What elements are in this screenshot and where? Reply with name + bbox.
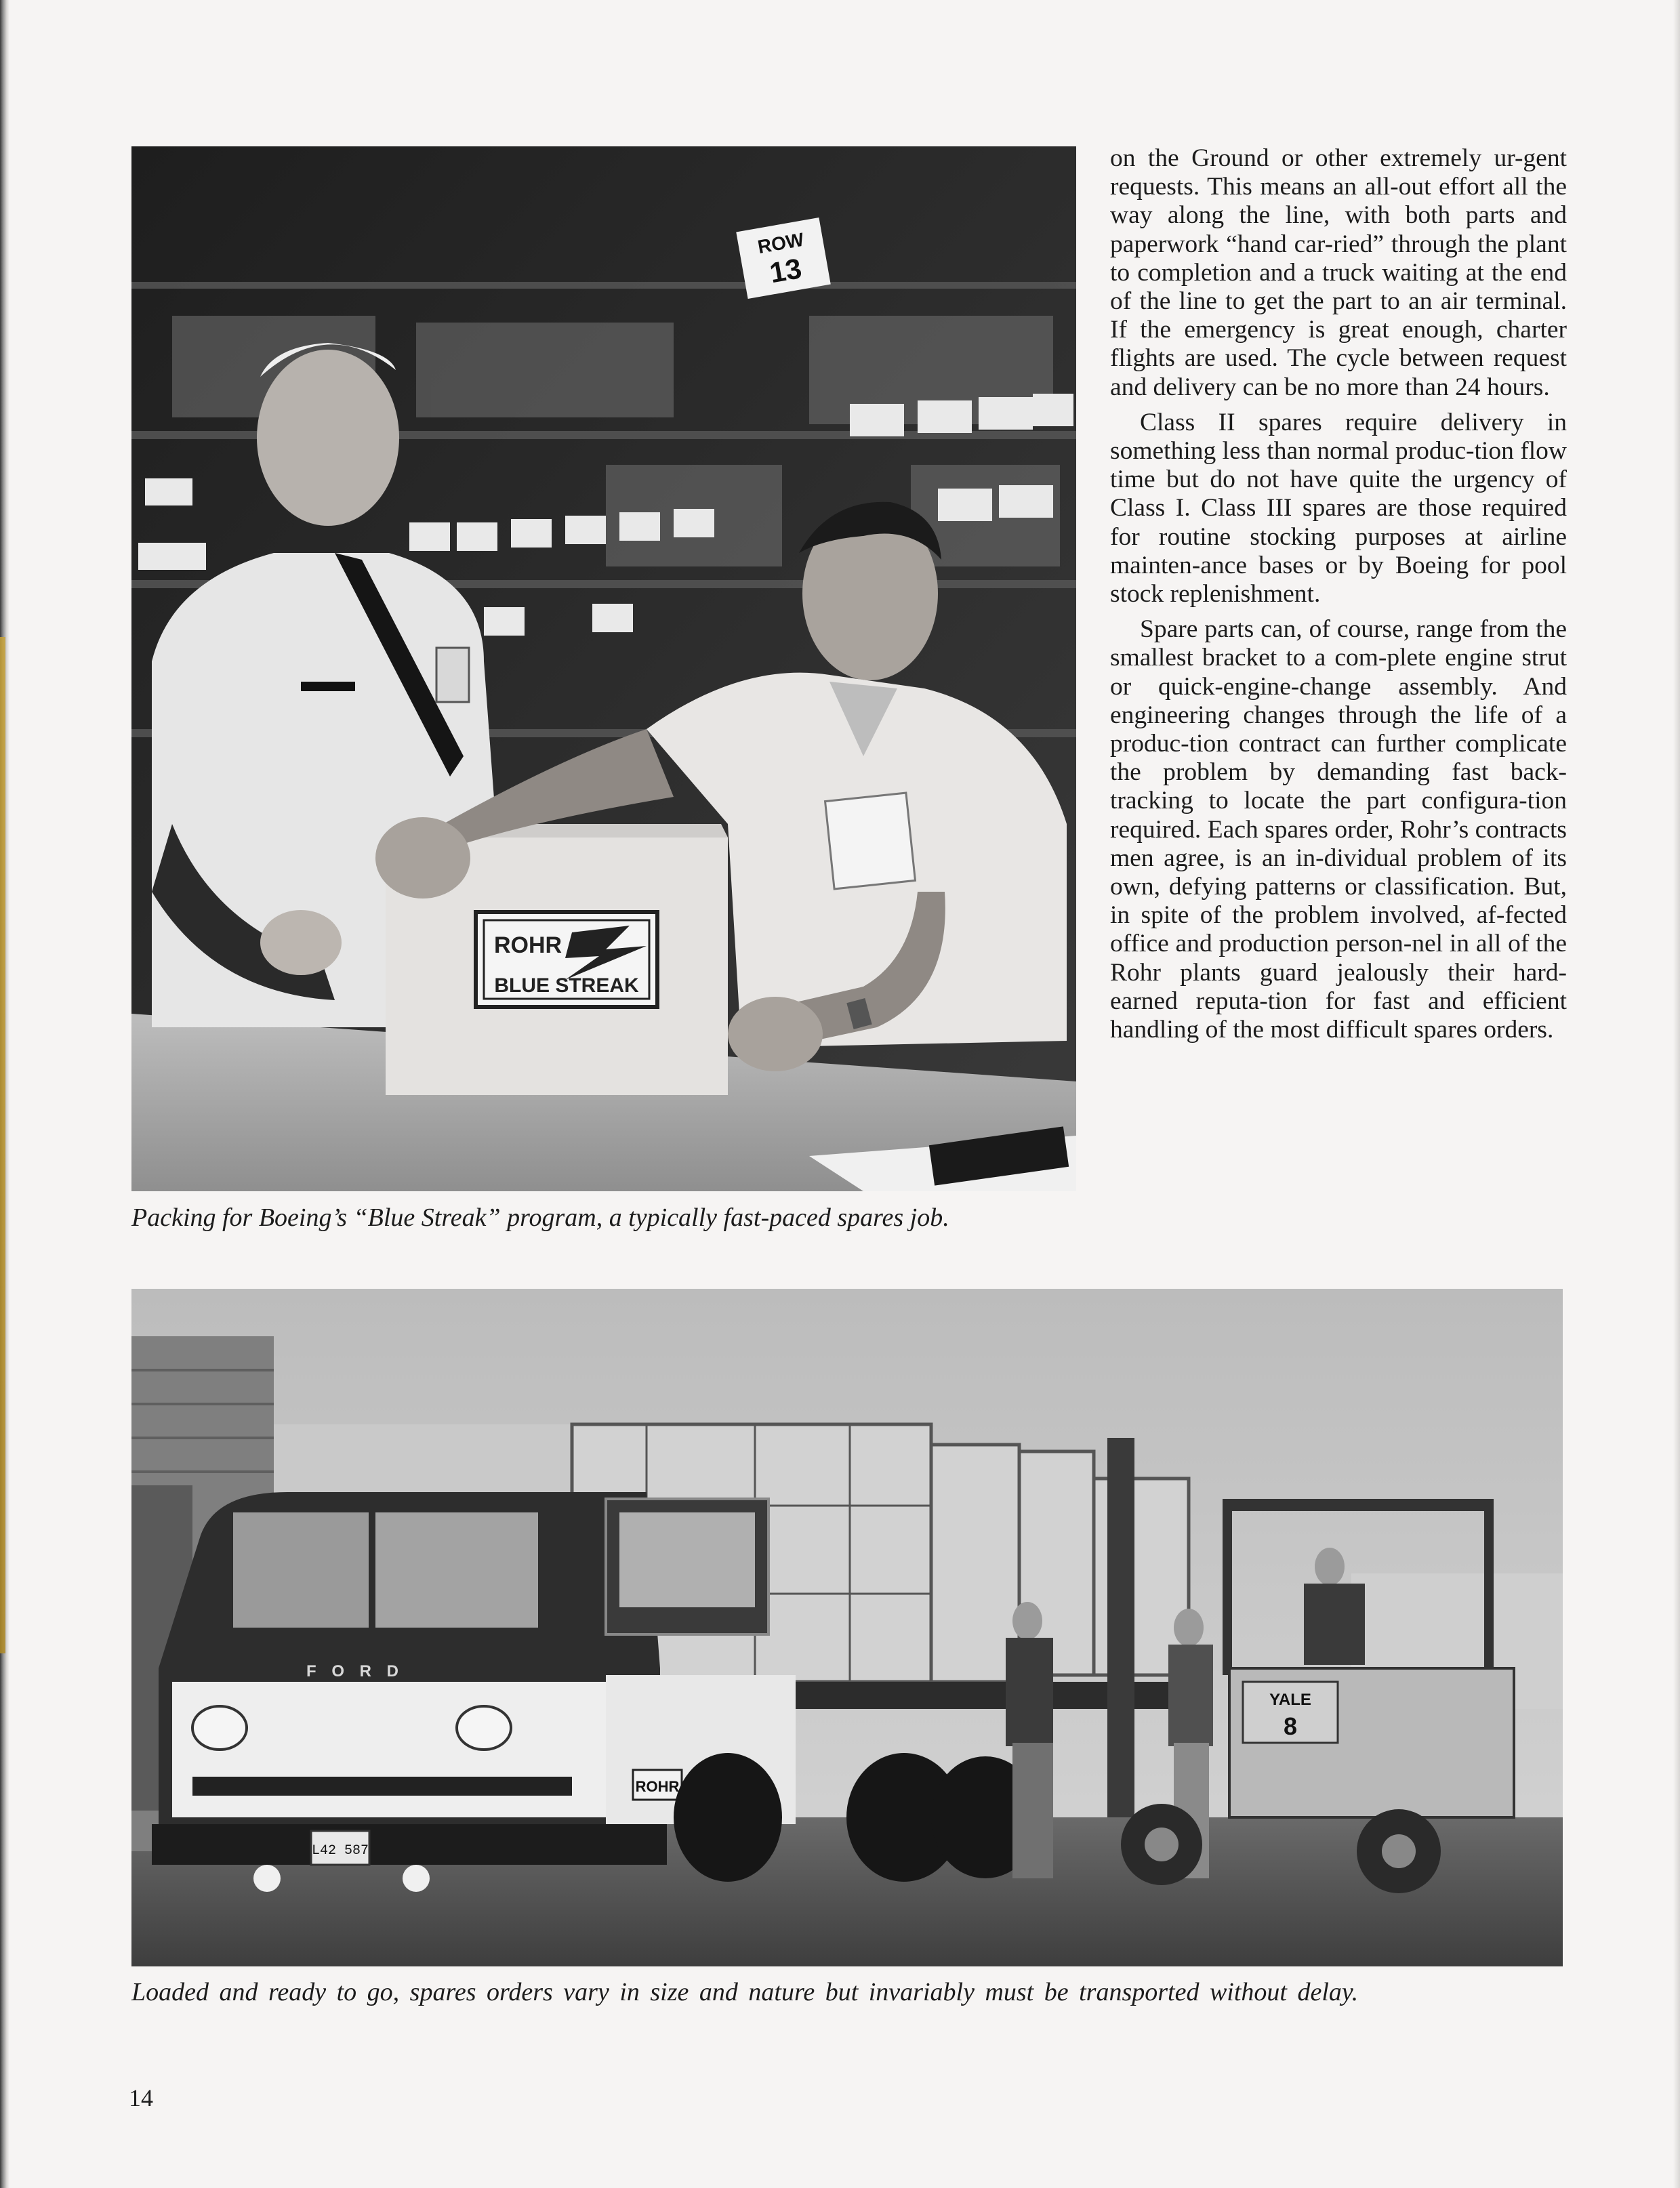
door-logo-rohr: ROHR	[635, 1778, 680, 1795]
paragraph: Spare parts can, of course, range from the smallest bracket to a com-plete engine strut or quick-engine-change assembly. And engineering changes through the life of a produc-tion contract can further complicate the problem by demanding fast back-tracking to locate the part configura-tion required. Each spares order, Rohr’s contracts men agree, is an in-dividual problem of its own, defying patterns or classification. But, in spite of the problem involved, af-fected office and production person-nel in all of the Rohr plants guard jealously their hard-earned reputa-tion for fast and efficient handling of the most difficult spares orders.	[1110, 615, 1567, 1044]
page-number: 14	[129, 2084, 153, 2111]
truck-brand-lettering: F O R D	[306, 1662, 404, 1680]
box-label-rohr: ROHR	[493, 932, 562, 958]
license-plate: L42 587	[311, 1843, 369, 1859]
photo-loaded-truck	[131, 1289, 1563, 1966]
page-edge-shadow	[1673, 0, 1680, 2188]
row-sign-number: 13	[767, 252, 804, 289]
row-sign	[736, 218, 830, 299]
photo-packing-blue-streak	[131, 146, 1076, 1191]
forklift-number: 8	[1283, 1712, 1298, 1740]
paragraph: Class II spares require delivery in something less than normal produc-tion flow time but do not have quite the urgency of Class I. Class III spares are those required for routine stocking purposes at airline mainten-ance bases or by Boeing for pool stock replenishment.	[1110, 408, 1567, 608]
body-text-column	[1110, 144, 1567, 1044]
caption-top-photo: Packing for Boeing’s “Blue Streak” program, a typically fast-paced spares job.	[131, 1203, 949, 1232]
caption-bottom-photo: Loaded and ready to go, spares orders vary in size and nature but invariably must be transported without delay.	[131, 1978, 1359, 2006]
paragraph: on the Ground or other extremely ur-gent requests. This means an all-out effort all the way along the line, with both parts and paperwork “hand car-ried” through the plant to completion and a truck waiting at the end of the line to get the part to an air terminal. If the emergency is great enough, charter flights are used. The cycle between request and delivery can be no more than 24 hours.	[1110, 144, 1567, 401]
box-label-blue-streak: BLUE STREAK	[494, 974, 639, 997]
binding-gold-strip	[0, 637, 5, 1653]
row-sign-label: ROW	[756, 228, 806, 258]
forklift-brand: YALE	[1269, 1691, 1311, 1709]
